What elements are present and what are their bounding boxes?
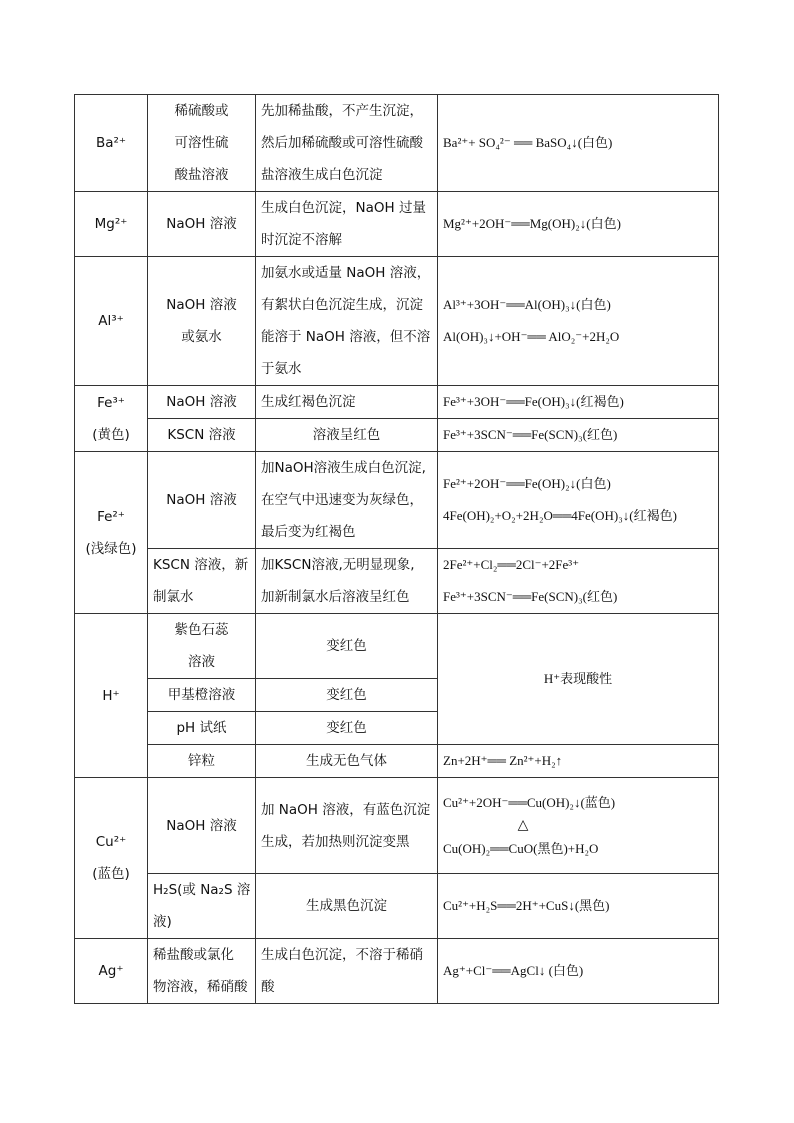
table-row — [75, 419, 719, 452]
phenomenon-text: 生成黑色沉淀 — [306, 898, 387, 914]
equation-text: Ag⁺+Cl⁻══AgCl↓ (白色) — [443, 963, 584, 978]
reagent-text: KSCN 溶液，新 — [153, 557, 249, 573]
reagent-cell — [148, 939, 256, 1004]
equation-cell — [438, 778, 719, 874]
reagent-text: 酸盐溶液 — [174, 167, 229, 183]
equation-text: Cu²⁺+H₂S══2H⁺+CuS↓(黑色) — [443, 898, 610, 913]
phenomenon-cell — [256, 452, 438, 549]
phenomenon-cell — [256, 778, 438, 874]
phenomenon-text: 盐溶液生成白色沉淀 — [261, 167, 383, 183]
reagent-text: 稀硫酸或 — [174, 103, 229, 119]
ion-label: Cu²⁺ — [95, 834, 127, 850]
ion-label: Ag⁺ — [98, 963, 124, 979]
ion-cell — [75, 614, 148, 778]
reagent-text: pH 试纸 — [176, 720, 227, 736]
phenomenon-cell — [256, 745, 438, 778]
phenomenon-text: 有絮状白色沉淀生成，沉淀 — [261, 297, 423, 313]
reagent-text: 甲基橙溶液 — [167, 687, 236, 703]
reagent-text: NaOH 溶液 — [166, 492, 237, 508]
reagent-text: 锌粒 — [188, 753, 215, 769]
phenomenon-text: 加KSCN溶液,无明显现象, — [261, 557, 415, 573]
ion-label: Mg²⁺ — [94, 216, 128, 232]
table-row — [75, 939, 719, 1004]
phenomenon-text: 加 NaOH 溶液，有蓝色沉淀 — [261, 801, 431, 818]
phenomenon-text: 变红色 — [326, 638, 367, 654]
phenomenon-text: 变红色 — [326, 687, 367, 703]
reagent-cell — [148, 419, 256, 452]
equation-cell — [438, 745, 719, 778]
reagent-cell — [148, 257, 256, 386]
equation-text: Al(OH)₃↓+OH⁻══ AlO₂⁻+2H₂O — [443, 329, 620, 344]
ion-cell — [75, 257, 148, 386]
reagent-text: 溶液 — [188, 654, 215, 670]
ion-label: Ba²⁺ — [95, 135, 127, 151]
equation-text: Fe³⁺+3SCN⁻══Fe(SCN)₃(红色) — [443, 427, 618, 442]
phenomenon-cell — [256, 939, 438, 1004]
phenomenon-text: 生成，若加热则沉淀变黑 — [261, 833, 410, 850]
reagent-cell — [148, 679, 256, 712]
table-row — [75, 386, 719, 419]
reagent-text: 物溶液，稀硝酸 — [153, 979, 248, 995]
equation-cell — [438, 939, 719, 1004]
equation-text: Fe²⁺+2OH⁻══Fe(OH)₂↓(白色) — [443, 476, 611, 491]
heat-triangle-icon: △ — [517, 817, 529, 833]
table-row — [75, 549, 719, 614]
reagent-cell — [148, 712, 256, 745]
phenomenon-text: 加新制氯水后溶液呈红色 — [261, 589, 410, 605]
phenomenon-cell — [256, 386, 438, 419]
table-row — [75, 614, 719, 679]
reagent-cell — [148, 874, 256, 939]
reagent-text: 可溶性硫 — [174, 135, 229, 151]
table-row — [75, 192, 719, 257]
phenomenon-cell — [256, 549, 438, 614]
equation-text: Zn+2H⁺══ Zn²⁺+H₂↑ — [443, 753, 563, 768]
reagent-text: KSCN 溶液 — [167, 427, 236, 443]
table-row — [75, 874, 719, 939]
reagent-cell — [148, 549, 256, 614]
equation-cell — [438, 549, 719, 614]
table-row — [75, 452, 719, 549]
phenomenon-text: 生成无色气体 — [306, 753, 387, 769]
phenomenon-text: 加NaOH溶液生成白色沉淀, — [261, 460, 426, 476]
equation-cell — [438, 874, 719, 939]
ion-cell — [75, 95, 148, 192]
equation-text: Fe³⁺+3OH⁻══Fe(OH)₃↓(红褐色) — [443, 394, 624, 409]
phenomenon-text: 于氨水 — [261, 361, 302, 377]
equation-text: Fe³⁺+3SCN⁻══Fe(SCN)₃(红色) — [443, 589, 618, 604]
ion-cell — [75, 778, 148, 939]
table-row — [75, 95, 719, 192]
phenomenon-text: 先加稀盐酸，不产生沉淀， — [261, 103, 423, 119]
phenomenon-text: 酸 — [261, 979, 275, 995]
reagent-text: NaOH 溶液 — [166, 817, 237, 834]
equation-cell — [438, 614, 719, 745]
reagent-text: NaOH 溶液 — [166, 297, 237, 313]
phenomenon-text: 生成白色沉淀，NaOH 过量 — [261, 200, 426, 216]
phenomenon-text: 最后变为红褐色 — [261, 524, 356, 540]
reagent-text: 或氨水 — [181, 329, 222, 345]
phenomenon-cell — [256, 679, 438, 712]
ion-cell — [75, 452, 148, 614]
reagent-text: 制氯水 — [153, 589, 194, 605]
table-row — [75, 257, 719, 386]
equation-text: 4Fe(OH)₂+O₂+2H₂O══4Fe(OH)₃↓(红褐色) — [443, 508, 677, 523]
reagent-text: NaOH 溶液 — [166, 394, 237, 410]
ion-test-table — [74, 94, 719, 1004]
phenomenon-cell — [256, 419, 438, 452]
reagent-cell — [148, 95, 256, 192]
equation-text: Cu(OH)₂══CuO(黑色)+H₂O — [443, 840, 599, 856]
equation-cell — [438, 192, 719, 257]
reagent-cell — [148, 745, 256, 778]
ion-label: Fe³⁺ — [97, 394, 125, 411]
phenomenon-cell — [256, 95, 438, 192]
equation-cell — [438, 386, 719, 419]
equation-cell — [438, 452, 719, 549]
table-row — [75, 778, 719, 874]
equation-text: Cu²⁺+2OH⁻══Cu(OH)₂↓(蓝色) — [443, 794, 616, 810]
phenomenon-cell — [256, 874, 438, 939]
reagent-cell — [148, 614, 256, 679]
table-row — [75, 745, 719, 778]
phenomenon-text: 溶液呈红色 — [312, 427, 381, 443]
phenomenon-text: 在空气中迅速变为灰绿色， — [261, 492, 423, 508]
reagent-cell — [148, 386, 256, 419]
equation-text: 2Fe²⁺+Cl₂══2Cl⁻+2Fe³⁺ — [443, 557, 580, 572]
phenomenon-cell — [256, 614, 438, 679]
ion-color: (黄色) — [92, 426, 130, 443]
reagent-text: NaOH 溶液 — [166, 216, 237, 232]
phenomenon-text: 变红色 — [326, 720, 367, 736]
equation-cell — [438, 95, 719, 192]
equation-cell — [438, 257, 719, 386]
reagent-cell — [148, 192, 256, 257]
reagent-cell — [148, 452, 256, 549]
ion-cell — [75, 192, 148, 257]
phenomenon-cell — [256, 192, 438, 257]
phenomenon-cell — [256, 712, 438, 745]
ion-cell — [75, 386, 148, 452]
ion-label: Fe²⁺ — [97, 508, 125, 525]
equation-text: H⁺表现酸性 — [543, 671, 613, 686]
reagent-text: 液) — [153, 914, 172, 930]
reagent-text: H₂S(或 Na₂S 溶 — [153, 882, 251, 898]
equation-text: Mg²⁺+2OH⁻══Mg(OH)₂↓(白色) — [443, 216, 621, 231]
phenomenon-text: 然后加稀硫酸或可溶性硫酸 — [261, 135, 423, 151]
phenomenon-text: 生成红褐色沉淀 — [261, 394, 356, 410]
ion-color: (浅绿色) — [85, 540, 137, 557]
ion-label: H⁺ — [102, 687, 120, 704]
reagent-cell — [148, 778, 256, 874]
ion-color: (蓝色) — [92, 866, 130, 882]
equation-cell — [438, 419, 719, 452]
phenomenon-text: 时沉淀不溶解 — [261, 232, 342, 248]
equation-text: Ba²⁺+ SO₄²⁻ ══ BaSO₄↓(白色) — [443, 135, 613, 150]
phenomenon-cell — [256, 257, 438, 386]
phenomenon-text: 能溶于 NaOH 溶液，但不溶 — [261, 329, 431, 345]
equation-text: Al³⁺+3OH⁻══Al(OH)₃↓(白色) — [443, 297, 611, 312]
reagent-text: 稀盐酸或氯化 — [153, 947, 234, 963]
phenomenon-text: 生成白色沉淀，不溶于稀硝 — [261, 947, 423, 963]
ion-cell — [75, 939, 148, 1004]
ion-label: Al³⁺ — [98, 313, 124, 329]
reagent-text: 紫色石蕊 — [174, 622, 229, 638]
phenomenon-text: 加氨水或适量 NaOH 溶液， — [261, 265, 431, 281]
